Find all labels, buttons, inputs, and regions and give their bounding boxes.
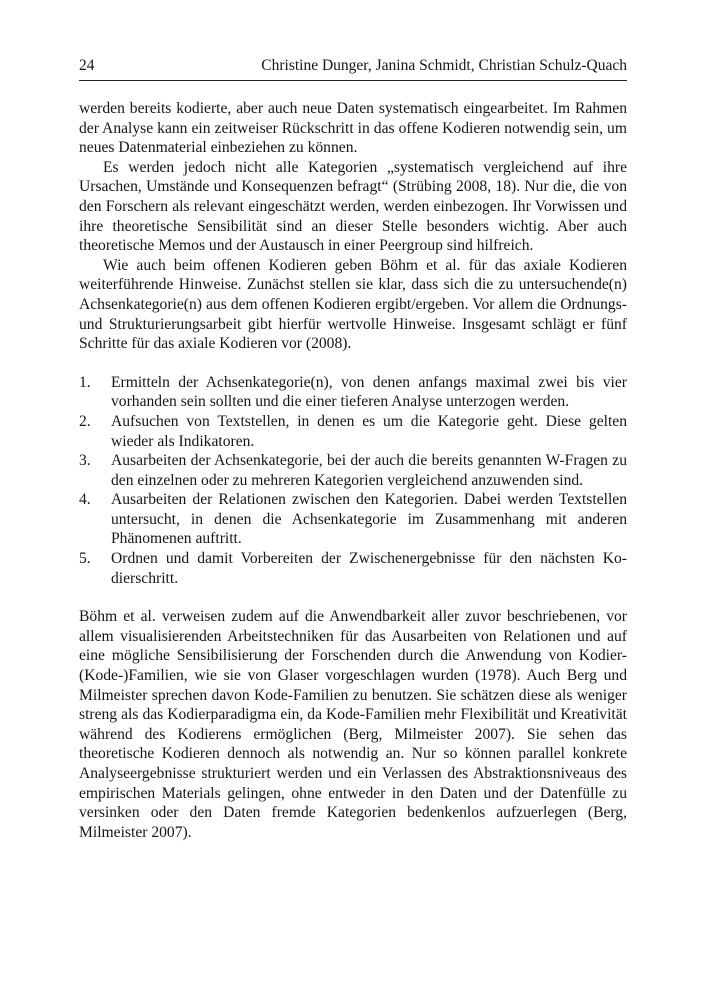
header-authors: Christine Dunger, Janina Schmidt, Christian Schulz-Quach <box>261 57 627 74</box>
list-item-number: 1. <box>79 373 91 391</box>
axial-coding-steps-list <box>79 373 627 589</box>
book-page <box>79 54 627 842</box>
list-item-text: Aufsuchen von Textstellen, in denen es um die Kategorie geht. Diese gelten wieder als Indikatoren. <box>111 412 627 450</box>
paragraph-axial-coding: Wie auch beim offenen Kodieren geben Böhm et al. für das axiale Kodieren weiterführende Hinweise. Zunächst stellen sie klar, dass sich die zu untersuchende(n) Achsenkategorie(n) aus dem offenen Kodieren ergibt/ergeben. Vor allem die Ordnungs- und Strukturierungsarbeit gibt hierfür wertvolle Hinweise. Insgesamt schlägt er fünf Schritte für das axiale Kodieren vor (2008). <box>79 256 627 353</box>
body-text <box>79 99 627 842</box>
list-item <box>79 490 627 549</box>
page-number: 24 <box>79 57 95 74</box>
running-header <box>79 54 627 81</box>
list-item <box>79 373 627 412</box>
list-item-number: 4. <box>79 491 91 509</box>
list-item-number: 5. <box>79 550 91 568</box>
paragraph-categories: Es werden jedoch nicht alle Kategorien „systematisch vergleichend auf ihre Ursachen, Umstände und Konsequenzen befragt“ (Strübing 2008, 18). Nur die, die von den Forschern als relevant eingeschätzt werden, werden einbezogen. Ihr Vorwissen und ihre theoretische Sensibilität sind an dieser Stelle besonders wichtig. Aber auch theoretische Memos und der Austausch in einer Peergroup sind hilfreich. <box>79 158 627 255</box>
paragraph-continuation: werden bereits kodierte, aber auch neue Daten systematisch eingearbeitet. Im Rahmen der Analyse kann ein zeitweiser Rückschritt in das offene Kodieren notwendig sein, um neues Datenmaterial einbeziehen zu können. <box>79 100 627 157</box>
list-item-number: 2. <box>79 412 91 430</box>
list-item-text: Ausarbeiten der Achsenkategorie, bei der auch die bereits genannten W-Fragen zu den einzelnen oder zu mehreren Kategorien vergleichend anzuwenden sind. <box>111 452 627 489</box>
list-item <box>79 549 627 588</box>
list-item-text: Ermitteln der Achsenkategorie(n), von denen anfangs maximal zwei bis vier vorhanden sein sollten und die einer tieferen Analyse unterzogen werden. <box>111 373 627 411</box>
list-item <box>79 451 627 490</box>
list-item-text: Ausarbeiten der Relationen zwischen den Kategorien. Dabei werden Textstellen untersucht, in denen die Achsenkategorie im Zusammenhang mit anderen Phänomenen auftritt. <box>111 491 627 548</box>
list-item-number: 3. <box>79 452 91 470</box>
list-item-text: Ordnen und damit Vorbereiten der Zwischenergebnisse für den nächsten Kodierschritt. <box>111 550 627 587</box>
list-item <box>79 412 627 451</box>
paragraph-coding-families: Böhm et al. verweisen zudem auf die Anwendbarkeit aller zuvor beschriebenen, vor allem visualisierenden Arbeitstechniken für das Ausarbeiten von Relationen und auf eine mögliche Sensibilisierung der Forschenden durch die Anwendung von Kodier-(Kode-)Familien, wie sie von Glaser vorgeschlagen wurden (1978). Auch Berg und Milmeister sprechen davon Kode-Familien zu benutzen. Sie schätzen diese als weniger streng als das Kodierparadigma ein, da Kode-Familien mehr Flexibilität und Kreativität während des Kodierens ermöglichen (Berg, Milmeister 2007). Sie sehen das theoretische Kodieren dennoch als notwendig an. Nur so können parallel konkrete Analyseergebnisse strukturiert werden und ein Verlassen des Abstraktionsniveaus des empirischen Materials gelingen, ohne entweder in den Daten und der Datenfülle zu versinken oder den Daten fremde Kategorien bedenkenlos aufzuerlegen (Berg, Milmeister 2007). <box>79 608 627 841</box>
